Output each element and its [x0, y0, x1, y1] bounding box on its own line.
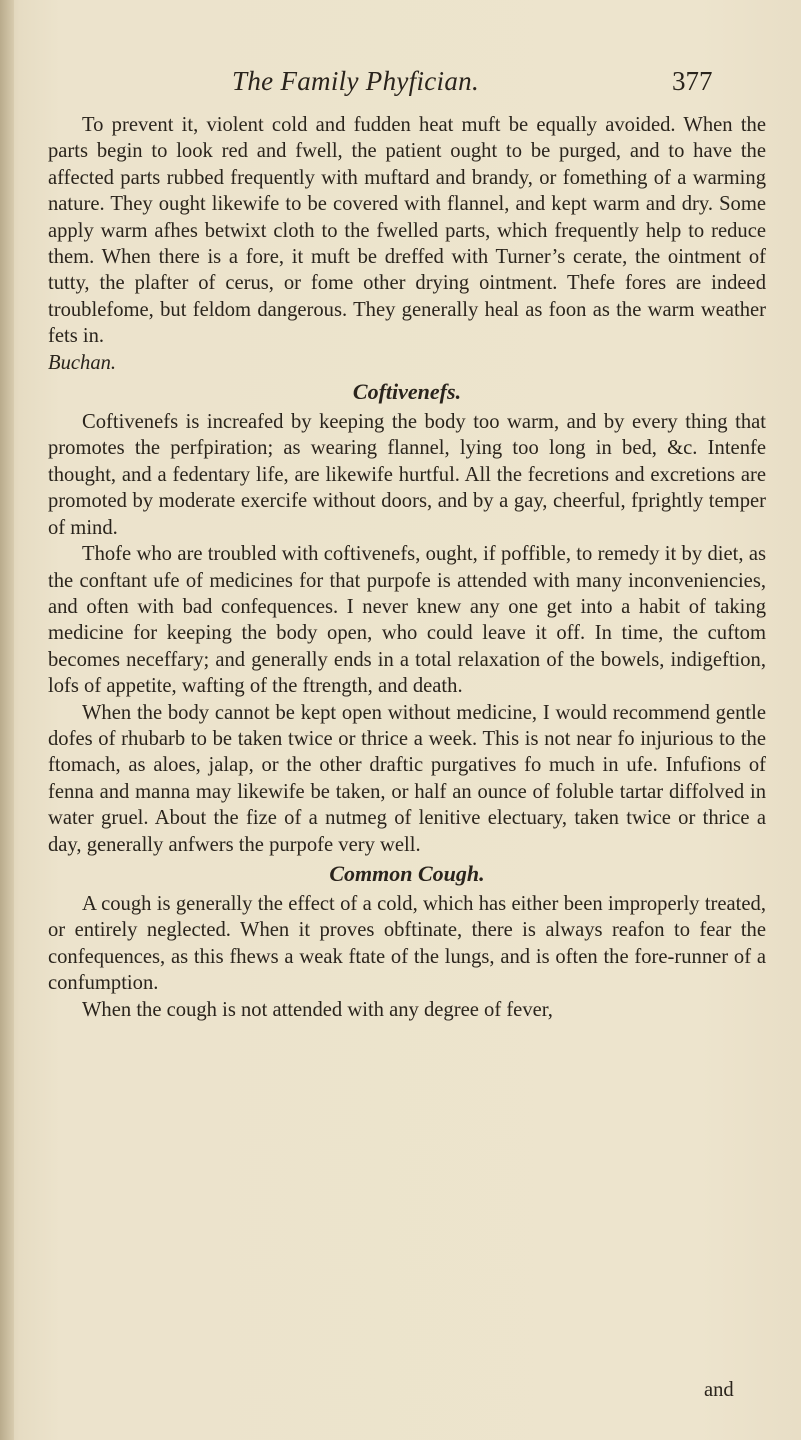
- section-heading-costiveness: Coftivenefs.: [352, 379, 462, 405]
- body-text: [48, 112, 766, 1023]
- paragraph-text: To prevent it, violent cold and fudden heat muft be equally avoided. When the parts begin to look red and fwell, the patient ought to be purged, and to have the affected parts rubbed frequently with muftard and brandy, or fomething of a warming nature. They ought likewife to be covered with flannel, and kept warm and dry. Some apply warm afhes betwixt cloth to the fwelled parts, which frequently help to reduce them. When there is a fore, it muft be dreffed with Turner’s cerate, the ointment of tutty, the plafter of cerus, or fome other drying ointment. Thefe fores are indeed troublefome, but feldom dangerous. They generally heal as foon as the warm weather fets in.: [48, 114, 766, 348]
- catchword: and: [704, 1379, 734, 1401]
- paragraph-costiveness-causes: Coftivenefs is increafed by keeping the body too warm, and by every thing that promotes the perfpiration; as wearing flannel, lying too long in bed, &c. Intenfe thought, and a fedentary life, are likewife hurtful. All the fecretions and excretions are promoted by moderate exercife without doors, and by a gay, cheerful, fprightly temper of mind.: [48, 411, 766, 539]
- section-heading-common-cough: Common Cough.: [329, 860, 485, 886]
- paragraph-cough-cause: A cough is generally the effect of a cold, which has either been improperly treated, or entirely neglected. When it proves obftinate, there is always reafon to fear the confequences, as this fhews a weak ftate of the lungs, and is often the fore-runner of a confumption.: [48, 892, 766, 995]
- paragraph-costiveness-medicine: When the body cannot be kept open without medicine, I would recommend gentle dofes of rhubarb to be taken twice or thrice a week. This is not near fo injurious to the ftomach, as aloes, jalap, or the other draftic purgatives fo much in ufe. Infufions of fenna and manna may likewife be taken, or half an ounce of foluble tartar diffolved in water gruel. About the fize of a nutmeg of lenitive electuary, taken twice or thrice a day, generally anfwers the purpofe very well.: [48, 701, 766, 856]
- page-number: 377: [672, 66, 713, 96]
- page-binding-edge: [0, 0, 14, 1440]
- running-header: [0, 66, 801, 106]
- paragraph-cough-fever: When the cough is not attended with any degree of fever,: [82, 998, 553, 1021]
- author-signature: Buchan.: [48, 351, 117, 374]
- paragraph-chilblain-treatment: [48, 112, 766, 376]
- running-title: The Family Phyfician.: [232, 66, 479, 96]
- paragraph-costiveness-diet: Thofe who are troubled with coftivenefs, ought, if poffible, to remedy it by diet, as the conftant ufe of medicines for that purpofe is attended with many inconveniencies, and often with bad confequences. I never knew any one get into a habit of taking medicine for keeping the body open, who could leave it off. In time, the cuftom becomes neceffary; and generally ends in a total relaxation of the bowels, indigeftion, lofs of appetite, wafting of the ftrength, and death.: [48, 543, 766, 698]
